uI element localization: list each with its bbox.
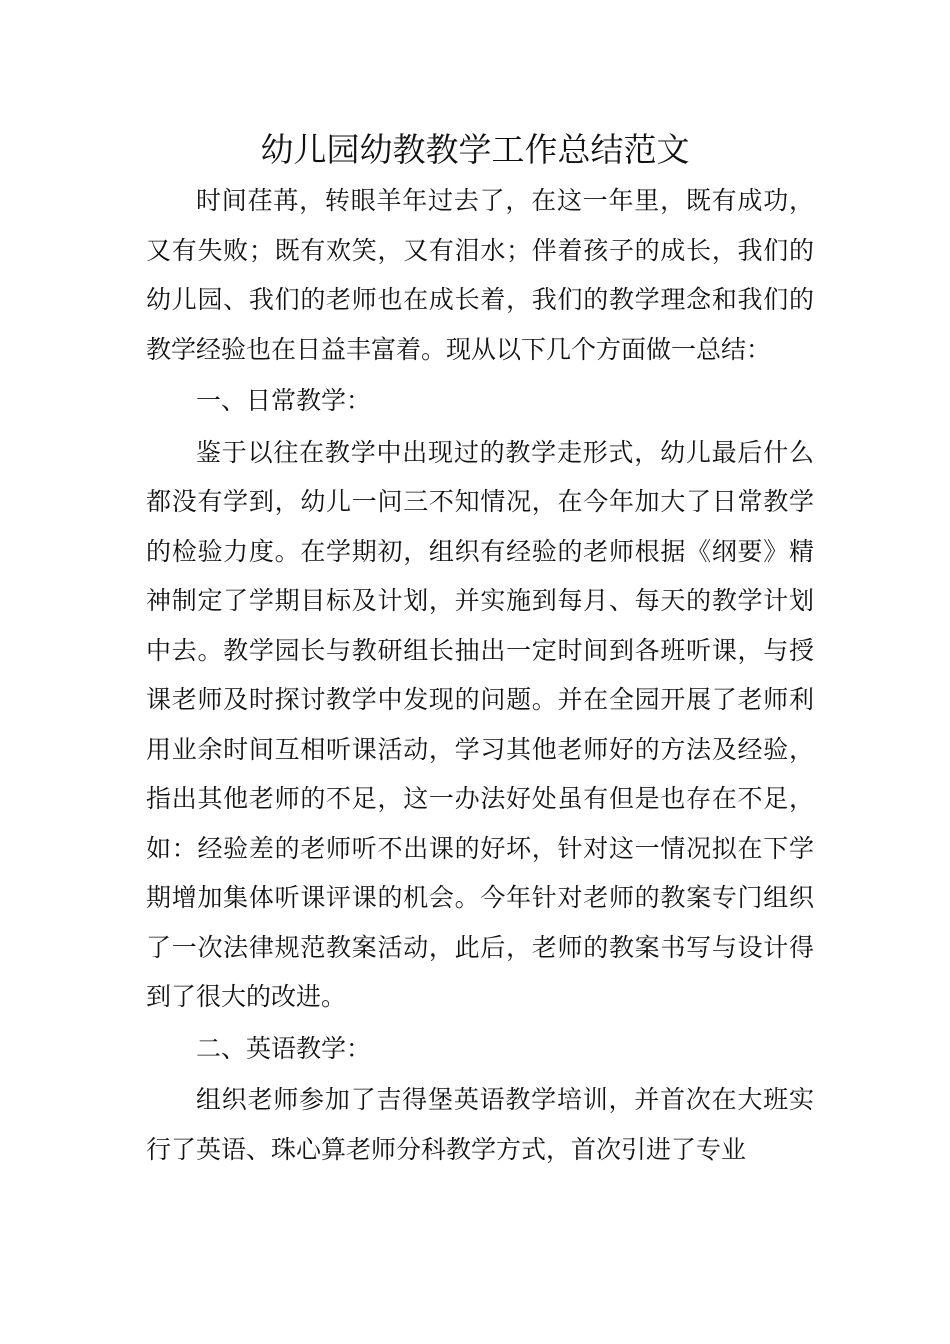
- section-heading-daily-teaching: 一、日常教学：: [196, 386, 372, 415]
- document-body: [146, 176, 814, 1174]
- section-body-daily-teaching: 鉴于以往在教学中出现过的教学走形式，幼儿最后什么都没有学到，幼儿一问三不知情况，在今年加大了日常教学的检验力度。在学期初，组织有经验的老师根据《纲要》精神制定了学期目标及计划，并实施到每月、每天的教学计划中去。教学园长与教研组长抽出一定时间到各班听课，与授课老师及时探讨教学中发现的问题。并在全园开展了老师利用业余时间互相听课活动，学习其他老师好的方法及经验，指出其他老师的不足，这一办法好处虽有但是也存在不足，如：经验差的老师听不出课的好坏，针对这一情况拟在下学期增加集体听课评课的机会。今年针对老师的教案专门组织了一次法律规范教案活动，此后，老师的教案书写与设计得到了很大的改进。: [146, 437, 814, 1011]
- section-heading-english-teaching: 二、英语教学：: [196, 1033, 372, 1063]
- section-body-english-teaching: 组织老师参加了吉得堡英语教学培训，并首次在大班实行了英语、珠心算老师分科教学方式，首次引进了专业: [146, 1085, 814, 1164]
- document-title: 幼儿园幼教教学工作总结范文: [260, 130, 690, 169]
- intro-paragraph: 时间荏苒，转眼羊年过去了，在这一年里，既有成功，又有失败；既有欢笑，又有泪水；伴着孩子的成长，我们的幼儿园、我们的老师也在成长着，我们的教学理念和我们的教学经验也在日益丰富着。现从以下几个方面做一总结：: [146, 186, 814, 364]
